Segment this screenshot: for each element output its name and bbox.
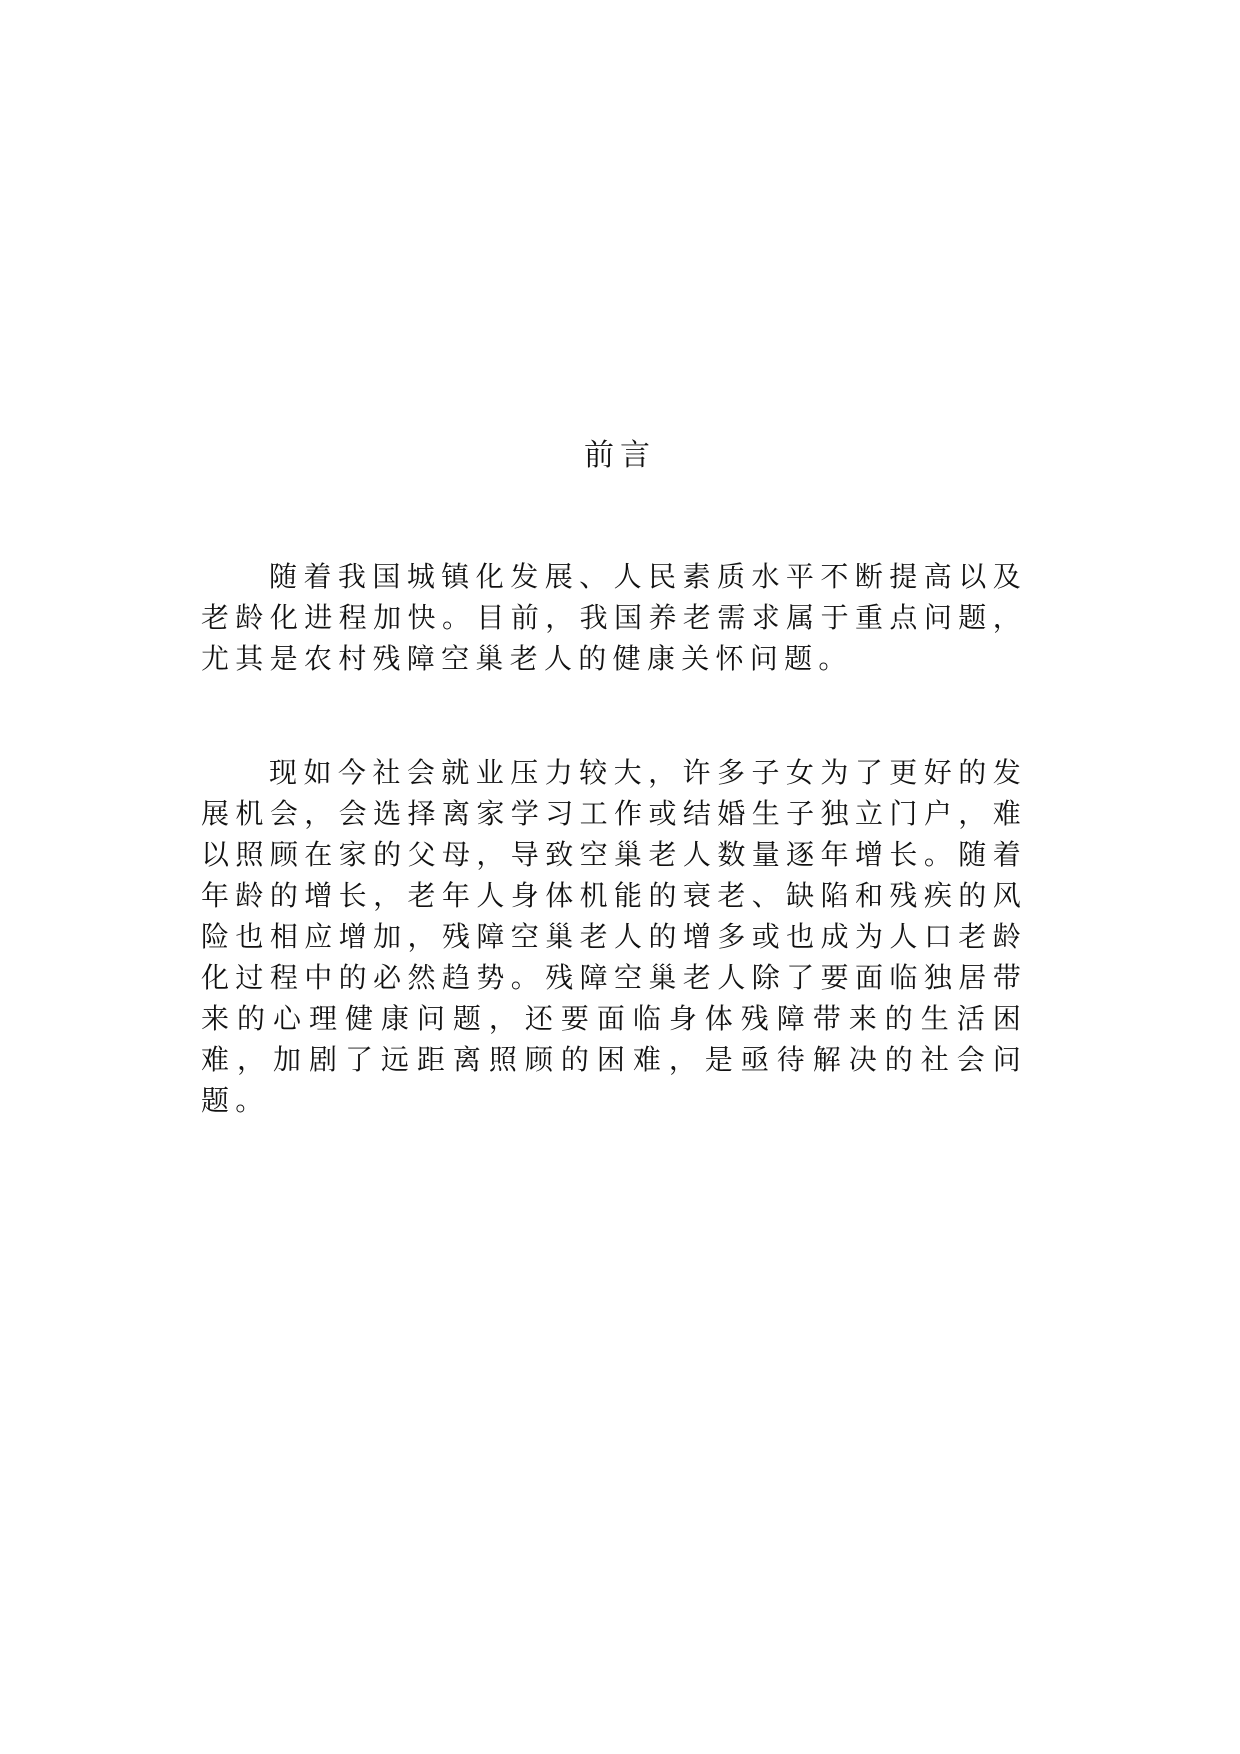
- paragraph-2: 现如今社会就业压力较大，许多子女为了更好的发展机会，会选择离家学习工作或结婚生子独立门户，难以照顾在家的父母，导致空巢老人数量逐年增长。随着年龄的增长，老年人身体机能的衰老、缺陷和残疾的风险也相应增加，残障空巢老人的增多或也成为人口老龄化过程中的必然趋势。残障空巢老人除了要面临独居带来的心理健康问题，还要面临身体残障带来的生活困难，加剧了远距离照顾的困难，是亟待解决的社会问题。: [201, 756, 1027, 1117]
- page-title: 前言: [584, 438, 656, 473]
- body-text: [201, 556, 1027, 1121]
- paragraph-1: 随着我国城镇化发展、人民素质水平不断提高以及老龄化进程加快。目前，我国养老需求属于重点问题，尤其是农村残障空巢老人的健康关怀问题。: [201, 560, 1027, 675]
